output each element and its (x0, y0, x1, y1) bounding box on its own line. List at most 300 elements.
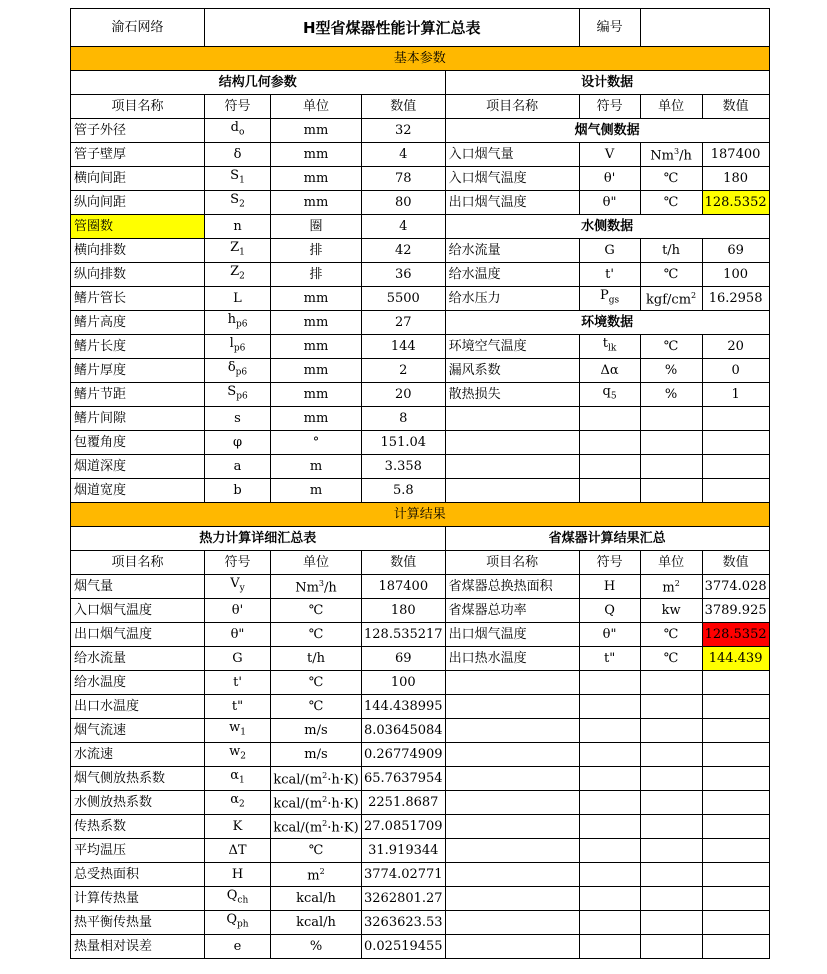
symbol-cell[interactable] (205, 623, 271, 647)
item-name-cell[interactable]: 鳍片厚度 (71, 359, 205, 383)
empty-cell[interactable] (445, 863, 579, 887)
unit-cell[interactable] (271, 695, 362, 719)
unit-cell[interactable] (271, 839, 362, 863)
item-name-cell[interactable]: 漏风系数 (445, 359, 579, 383)
company-name[interactable]: 渝石网络 (71, 9, 205, 47)
empty-cell[interactable] (579, 791, 640, 815)
value-cell[interactable]: 3.358 (362, 455, 446, 479)
item-name-cell[interactable]: 环境空气温度 (445, 335, 579, 359)
item-name-cell[interactable]: 出口热水温度 (445, 647, 579, 671)
column-header-unit[interactable]: 单位 (271, 551, 362, 575)
item-name-cell[interactable]: 管子壁厚 (71, 143, 205, 167)
symbol-cell[interactable] (205, 383, 271, 407)
empty-cell[interactable] (702, 695, 769, 719)
empty-cell[interactable] (579, 671, 640, 695)
unit-cell[interactable] (271, 935, 362, 959)
unit-cell[interactable] (271, 431, 362, 455)
empty-cell[interactable] (579, 407, 640, 431)
empty-cell[interactable] (445, 479, 579, 503)
empty-cell[interactable] (445, 743, 579, 767)
symbol-cell[interactable] (579, 167, 640, 191)
empty-cell[interactable] (702, 719, 769, 743)
unit-cell[interactable] (640, 335, 702, 359)
symbol-cell[interactable] (205, 911, 271, 935)
symbol-cell[interactable] (205, 887, 271, 911)
value-cell[interactable]: 27 (362, 311, 446, 335)
empty-cell[interactable] (579, 839, 640, 863)
subsection-header[interactable]: 烟气侧数据 (445, 119, 769, 143)
unit-text: 排 (309, 242, 323, 258)
symbol-cell[interactable] (205, 263, 271, 287)
item-name-cell[interactable]: 纵向间距 (71, 191, 205, 215)
item-name-cell[interactable]: 鳍片管长 (71, 287, 205, 311)
item-name-cell[interactable]: 烟道深度 (71, 455, 205, 479)
empty-cell[interactable] (702, 911, 769, 935)
symbol-text: α (230, 768, 240, 784)
unit-cell[interactable] (271, 719, 362, 743)
column-header-symbol[interactable]: 符号 (579, 551, 640, 575)
unit-cell[interactable] (271, 887, 362, 911)
symbol-cell[interactable] (579, 191, 640, 215)
value-cell[interactable]: 16.2958 (702, 287, 769, 311)
item-name-cell[interactable]: 横向排数 (71, 239, 205, 263)
symbol-subscript: 1 (240, 727, 246, 738)
value-cell[interactable]: 42 (362, 239, 446, 263)
empty-cell[interactable] (445, 767, 579, 791)
value-cell[interactable]: 100 (702, 263, 769, 287)
value-cell[interactable]: 4 (362, 215, 446, 239)
symbol-cell[interactable] (205, 647, 271, 671)
item-name-cell[interactable]: 管圈数 (71, 215, 205, 239)
empty-cell[interactable] (640, 935, 702, 959)
column-header-symbol[interactable]: 符号 (205, 551, 271, 575)
symbol-subscript: 5 (610, 391, 617, 402)
empty-cell[interactable] (640, 863, 702, 887)
unit-cell[interactable] (271, 671, 362, 695)
symbol-text: t' (605, 266, 614, 282)
empty-cell[interactable] (702, 767, 769, 791)
empty-cell[interactable] (640, 695, 702, 719)
empty-cell[interactable] (579, 815, 640, 839)
empty-cell[interactable] (702, 671, 769, 695)
symbol-cell[interactable] (205, 239, 271, 263)
empty-cell[interactable] (579, 479, 640, 503)
unit-cell[interactable] (271, 119, 362, 143)
sheet-row (71, 191, 770, 215)
empty-cell[interactable] (702, 431, 769, 455)
empty-cell[interactable] (445, 455, 579, 479)
symbol-cell[interactable] (205, 191, 271, 215)
empty-cell[interactable] (579, 887, 640, 911)
empty-cell[interactable] (579, 431, 640, 455)
value-cell[interactable]: 8 (362, 407, 446, 431)
symbol-cell[interactable] (579, 575, 640, 599)
item-name-cell[interactable]: 烟气侧放热系数 (71, 767, 205, 791)
empty-cell[interactable] (445, 815, 579, 839)
symbol-cell[interactable] (205, 575, 271, 599)
unit-cell[interactable] (640, 623, 702, 647)
symbol-cell[interactable] (205, 863, 271, 887)
unit-cell[interactable] (640, 575, 702, 599)
empty-cell[interactable] (640, 479, 702, 503)
unit-cell[interactable] (271, 647, 362, 671)
empty-cell[interactable] (702, 815, 769, 839)
code-label[interactable]: 编号 (579, 9, 640, 47)
unit-cell[interactable] (271, 743, 362, 767)
sheet-row (71, 167, 770, 191)
item-name-cell[interactable]: 鳍片高度 (71, 311, 205, 335)
value-cell[interactable]: 128.5352 (702, 191, 769, 215)
empty-cell[interactable] (579, 767, 640, 791)
value-cell[interactable]: 3789.925 (702, 599, 769, 623)
empty-cell[interactable] (579, 719, 640, 743)
item-name-cell[interactable]: 给水温度 (71, 671, 205, 695)
value-cell[interactable]: 32 (362, 119, 446, 143)
column-header-value[interactable]: 数值 (362, 95, 446, 119)
value-cell[interactable]: 100 (362, 671, 446, 695)
unit-cell[interactable] (640, 191, 702, 215)
unit-cell[interactable] (271, 623, 362, 647)
column-header-symbol[interactable]: 符号 (205, 95, 271, 119)
unit-text: mm (303, 314, 329, 330)
empty-cell[interactable] (640, 431, 702, 455)
symbol-cell[interactable] (205, 431, 271, 455)
empty-cell[interactable] (640, 791, 702, 815)
unit-cell[interactable] (271, 863, 362, 887)
value-cell[interactable]: 36 (362, 263, 446, 287)
sheet-row (71, 527, 770, 551)
empty-cell[interactable] (640, 407, 702, 431)
column-header-value[interactable]: 数值 (702, 551, 769, 575)
empty-cell[interactable] (579, 743, 640, 767)
summary-title[interactable]: 省煤器计算结果汇总 (445, 527, 769, 551)
unit-text: mm (303, 170, 329, 186)
value-cell[interactable]: 2 (362, 359, 446, 383)
unit-text: kcal/h (296, 914, 336, 930)
unit-cell[interactable] (271, 143, 362, 167)
empty-cell[interactable] (702, 839, 769, 863)
symbol-cell[interactable] (205, 743, 271, 767)
unit-cell[interactable] (271, 215, 362, 239)
item-name-cell[interactable]: 入口烟气温度 (445, 167, 579, 191)
value-cell[interactable]: 80 (362, 191, 446, 215)
unit-cell[interactable] (640, 287, 702, 311)
unit-cell[interactable] (640, 167, 702, 191)
section-band-basic[interactable]: 基本参数 (71, 47, 770, 71)
value-cell[interactable]: 3774.02771 (362, 863, 446, 887)
symbol-cell[interactable] (579, 263, 640, 287)
value-cell[interactable]: 65.7637954 (362, 767, 446, 791)
item-name-cell[interactable]: 省煤器总换热面积 (445, 575, 579, 599)
unit-cell[interactable] (271, 239, 362, 263)
item-name-cell[interactable]: 烟气流速 (71, 719, 205, 743)
empty-cell[interactable] (445, 695, 579, 719)
item-name-cell[interactable]: 入口烟气温度 (71, 599, 205, 623)
value-cell[interactable]: 69 (702, 239, 769, 263)
column-header-name[interactable]: 项目名称 (445, 551, 579, 575)
unit-cell[interactable] (271, 383, 362, 407)
symbol-cell[interactable] (205, 287, 271, 311)
symbol-cell[interactable] (579, 335, 640, 359)
item-name-cell[interactable]: 出口烟气温度 (71, 623, 205, 647)
empty-cell[interactable] (445, 911, 579, 935)
unit-cell[interactable] (640, 359, 702, 383)
symbol-cell[interactable] (205, 935, 271, 959)
empty-cell[interactable] (640, 887, 702, 911)
item-name-cell[interactable]: 给水压力 (445, 287, 579, 311)
geometry-title[interactable]: 结构几何参数 (71, 71, 446, 95)
column-header-unit[interactable]: 单位 (271, 95, 362, 119)
item-name-cell[interactable]: 包覆角度 (71, 431, 205, 455)
unit-cell[interactable] (640, 647, 702, 671)
symbol-cell[interactable] (205, 359, 271, 383)
symbol-text: V (230, 576, 240, 592)
symbol-cell[interactable] (205, 815, 271, 839)
symbol-cell[interactable] (205, 455, 271, 479)
value-cell[interactable]: 128.535217 (362, 623, 446, 647)
sheet-row (71, 623, 770, 647)
unit-cell[interactable] (271, 407, 362, 431)
item-name-cell[interactable]: 烟气量 (71, 575, 205, 599)
unit-cell[interactable] (640, 263, 702, 287)
symbol-cell[interactable] (579, 143, 640, 167)
item-name-cell[interactable]: 传热系数 (71, 815, 205, 839)
symbol-text: h (227, 312, 236, 328)
empty-cell[interactable] (640, 671, 702, 695)
value-cell[interactable]: 128.5352 (702, 623, 769, 647)
empty-cell[interactable] (445, 719, 579, 743)
empty-cell[interactable] (579, 455, 640, 479)
empty-cell[interactable] (640, 719, 702, 743)
item-name-cell[interactable]: 横向间距 (71, 167, 205, 191)
empty-cell[interactable] (445, 839, 579, 863)
empty-cell[interactable] (579, 911, 640, 935)
empty-cell[interactable] (445, 935, 579, 959)
item-name-cell[interactable]: 计算传热量 (71, 887, 205, 911)
sheet-row (71, 455, 770, 479)
empty-cell[interactable] (702, 479, 769, 503)
unit-cell[interactable] (271, 191, 362, 215)
symbol-cell[interactable] (205, 839, 271, 863)
column-header-value[interactable]: 数值 (702, 95, 769, 119)
value-cell[interactable]: 3262801.27 (362, 887, 446, 911)
symbol-cell[interactable] (205, 791, 271, 815)
item-name-cell[interactable]: 出口烟气温度 (445, 623, 579, 647)
item-name-cell[interactable]: 出口水温度 (71, 695, 205, 719)
value-cell[interactable]: 4 (362, 143, 446, 167)
column-header-value[interactable]: 数值 (362, 551, 446, 575)
symbol-text: φ (232, 434, 243, 450)
unit-cell[interactable] (271, 167, 362, 191)
value-cell[interactable]: 20 (702, 335, 769, 359)
unit-cell[interactable] (271, 311, 362, 335)
unit-cell[interactable] (271, 287, 362, 311)
item-name-cell[interactable]: 热量相对误差 (71, 935, 205, 959)
item-name-cell[interactable]: 热平衡传热量 (71, 911, 205, 935)
symbol-cell[interactable] (579, 647, 640, 671)
empty-cell[interactable] (702, 743, 769, 767)
item-name-cell[interactable]: 鳍片长度 (71, 335, 205, 359)
value-cell[interactable]: 0.02519455 (362, 935, 446, 959)
value-cell[interactable]: 3774.028 (702, 575, 769, 599)
item-name-cell[interactable]: 给水流量 (445, 239, 579, 263)
empty-cell[interactable] (579, 863, 640, 887)
empty-cell[interactable] (702, 791, 769, 815)
design-title[interactable]: 设计数据 (445, 71, 769, 95)
unit-cell[interactable] (271, 263, 362, 287)
value-cell[interactable]: 20 (362, 383, 446, 407)
unit-cell[interactable] (271, 575, 362, 599)
unit-cell[interactable] (640, 383, 702, 407)
value-cell[interactable]: 5.8 (362, 479, 446, 503)
thermal-title[interactable]: 热力计算详细汇总表 (71, 527, 446, 551)
symbol-cell[interactable] (205, 215, 271, 239)
item-name-cell[interactable]: 入口烟气量 (445, 143, 579, 167)
sheet-row (71, 71, 770, 95)
item-name-cell[interactable]: 散热损失 (445, 383, 579, 407)
empty-cell[interactable] (640, 839, 702, 863)
value-cell[interactable]: 180 (702, 167, 769, 191)
value-cell[interactable]: 8.03645084 (362, 719, 446, 743)
unit-text: ℃ (663, 266, 679, 282)
symbol-text: θ" (602, 194, 617, 210)
subsection-header[interactable]: 水侧数据 (445, 215, 769, 239)
item-name-cell[interactable]: 烟道宽度 (71, 479, 205, 503)
empty-cell[interactable] (640, 743, 702, 767)
symbol-cell[interactable] (205, 335, 271, 359)
item-name-cell[interactable]: 总受热面积 (71, 863, 205, 887)
unit-text: ℃ (663, 650, 679, 666)
unit-superscript: 2 (322, 819, 328, 829)
symbol-cell[interactable] (579, 287, 640, 311)
symbol-cell[interactable] (579, 599, 640, 623)
item-name-cell[interactable]: 给水温度 (445, 263, 579, 287)
item-name-cell[interactable]: 水侧放热系数 (71, 791, 205, 815)
column-header-name[interactable]: 项目名称 (445, 95, 579, 119)
unit-cell[interactable] (271, 335, 362, 359)
column-header-name[interactable]: 项目名称 (71, 551, 205, 575)
empty-cell[interactable] (702, 407, 769, 431)
item-name-cell[interactable]: 出口烟气温度 (445, 191, 579, 215)
empty-cell[interactable] (640, 911, 702, 935)
symbol-cell[interactable] (205, 311, 271, 335)
item-name-cell[interactable]: 鳍片间隙 (71, 407, 205, 431)
value-cell[interactable]: 3263623.53 (362, 911, 446, 935)
value-cell[interactable]: 187400 (702, 143, 769, 167)
sheet-row (71, 887, 770, 911)
empty-cell[interactable] (640, 767, 702, 791)
empty-cell[interactable] (445, 887, 579, 911)
empty-cell[interactable] (702, 863, 769, 887)
sheet-title[interactable]: H型省煤器性能计算汇总表 (205, 9, 580, 47)
value-cell[interactable]: 151.04 (362, 431, 446, 455)
column-header-unit[interactable]: 单位 (640, 95, 702, 119)
symbol-cell[interactable] (205, 479, 271, 503)
value-cell[interactable]: 144 (362, 335, 446, 359)
column-header-symbol[interactable]: 符号 (579, 95, 640, 119)
empty-cell[interactable] (702, 887, 769, 911)
value-cell[interactable]: 0 (702, 359, 769, 383)
item-name-cell[interactable]: 省煤器总功率 (445, 599, 579, 623)
symbol-cell[interactable] (205, 407, 271, 431)
unit-cell[interactable] (271, 815, 362, 839)
unit-cell[interactable] (271, 911, 362, 935)
unit-cell[interactable] (271, 599, 362, 623)
empty-cell[interactable] (579, 935, 640, 959)
subsection-header[interactable]: 环境数据 (445, 311, 769, 335)
value-cell[interactable]: 0.26774909 (362, 743, 446, 767)
value-cell[interactable]: 31.919344 (362, 839, 446, 863)
item-name-cell[interactable]: 纵向排数 (71, 263, 205, 287)
unit-cell[interactable] (271, 479, 362, 503)
symbol-cell[interactable] (579, 383, 640, 407)
item-name-cell[interactable]: 管子外径 (71, 119, 205, 143)
empty-cell[interactable] (579, 695, 640, 719)
symbol-cell[interactable] (205, 119, 271, 143)
unit-cell[interactable] (271, 455, 362, 479)
symbol-cell[interactable] (205, 599, 271, 623)
symbol-cell[interactable] (205, 767, 271, 791)
symbol-cell[interactable] (205, 719, 271, 743)
item-name-cell[interactable]: 平均温压 (71, 839, 205, 863)
empty-cell[interactable] (445, 407, 579, 431)
value-cell[interactable]: 5500 (362, 287, 446, 311)
unit-cell[interactable] (640, 599, 702, 623)
item-name-cell[interactable]: 鳍片节距 (71, 383, 205, 407)
value-cell[interactable]: 144.438995 (362, 695, 446, 719)
unit-cell[interactable] (640, 143, 702, 167)
symbol-text: Q (604, 602, 615, 618)
value-cell[interactable]: 187400 (362, 575, 446, 599)
code-value[interactable] (640, 9, 769, 47)
symbol-text: S (230, 168, 240, 184)
symbol-cell[interactable] (205, 143, 271, 167)
value-cell[interactable]: 2251.8687 (362, 791, 446, 815)
item-name-cell[interactable]: 水流速 (71, 743, 205, 767)
empty-cell[interactable] (640, 455, 702, 479)
item-name-cell[interactable]: 给水流量 (71, 647, 205, 671)
unit-cell[interactable] (271, 359, 362, 383)
empty-cell[interactable] (702, 935, 769, 959)
symbol-subscript: 2 (240, 751, 246, 762)
empty-cell[interactable] (445, 431, 579, 455)
empty-cell[interactable] (445, 671, 579, 695)
value-cell[interactable]: 69 (362, 647, 446, 671)
column-header-unit[interactable]: 单位 (640, 551, 702, 575)
symbol-cell[interactable] (579, 623, 640, 647)
empty-cell[interactable] (445, 791, 579, 815)
symbol-cell[interactable] (205, 695, 271, 719)
empty-cell[interactable] (640, 815, 702, 839)
value-cell[interactable]: 180 (362, 599, 446, 623)
column-header-name[interactable]: 项目名称 (71, 95, 205, 119)
value-cell[interactable]: 144.439 (702, 647, 769, 671)
unit-cell[interactable] (271, 791, 362, 815)
symbol-cell[interactable] (579, 239, 640, 263)
sheet-row (71, 95, 770, 119)
symbol-cell[interactable] (579, 359, 640, 383)
section-band-results[interactable]: 计算结果 (71, 503, 770, 527)
value-cell[interactable]: 1 (702, 383, 769, 407)
symbol-cell[interactable] (205, 671, 271, 695)
empty-cell[interactable] (702, 455, 769, 479)
unit-cell[interactable] (271, 767, 362, 791)
symbol-subscript: p6 (233, 343, 246, 354)
unit-cell[interactable] (640, 239, 702, 263)
symbol-cell[interactable] (205, 167, 271, 191)
value-cell[interactable]: 78 (362, 167, 446, 191)
value-cell[interactable]: 27.0851709 (362, 815, 446, 839)
